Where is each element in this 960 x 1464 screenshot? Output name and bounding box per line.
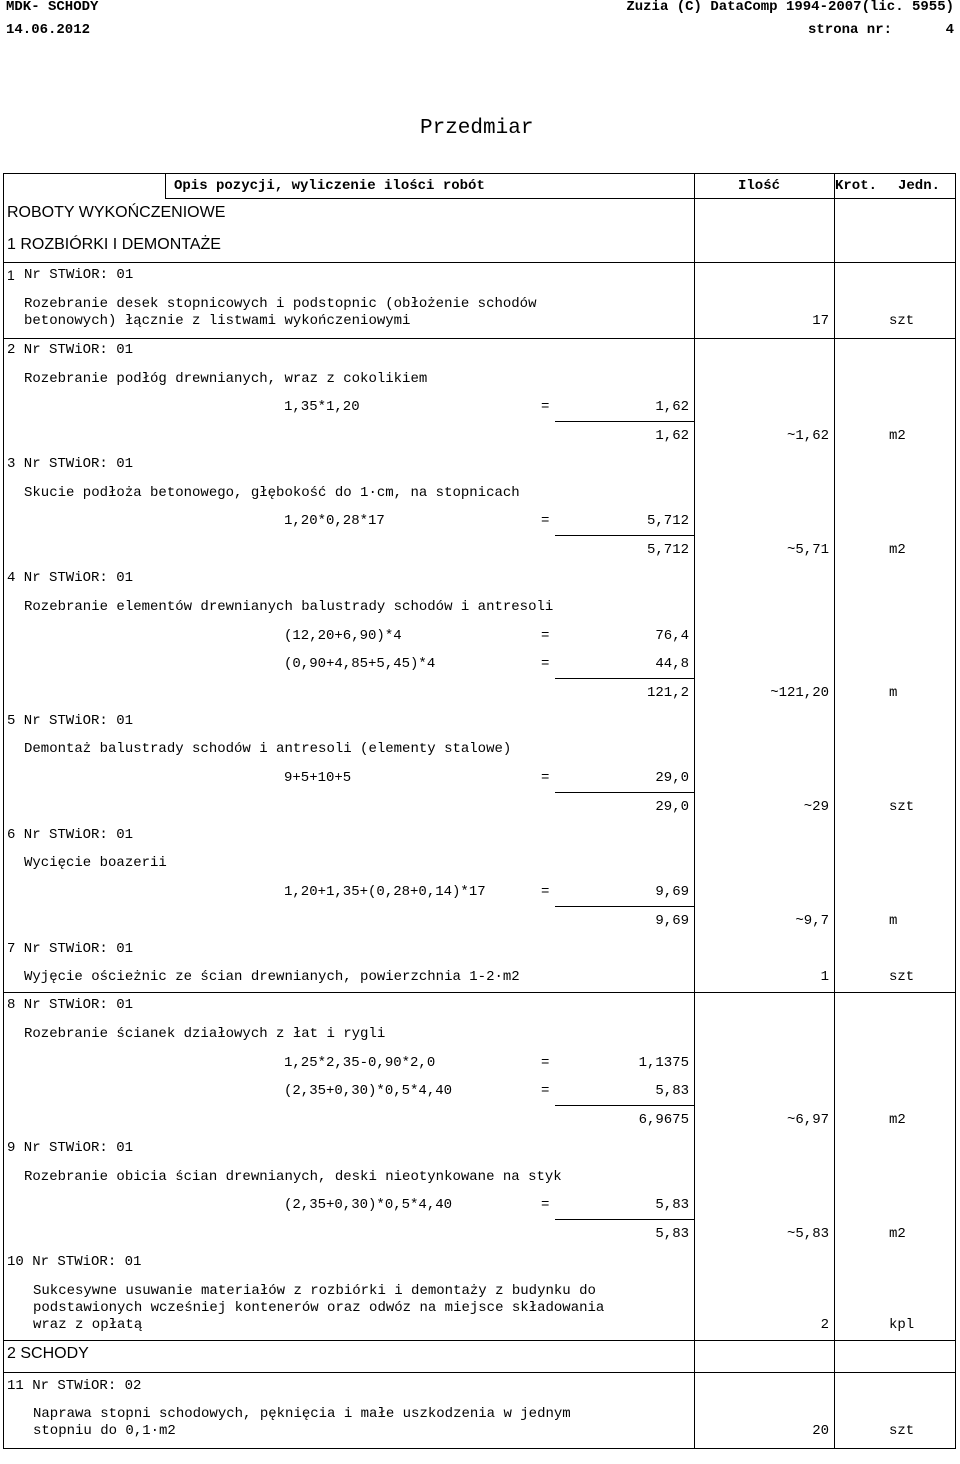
item-unit: m bbox=[889, 685, 898, 701]
sum-line bbox=[555, 535, 694, 536]
calc-value: 5,712 bbox=[646, 513, 689, 529]
calc-value: 5,83 bbox=[655, 1083, 689, 1099]
row-separator bbox=[3, 262, 956, 263]
page-number: 4 bbox=[945, 22, 954, 38]
col-times-header: Krot. bbox=[835, 178, 878, 194]
item-description: wraz z opłatą bbox=[33, 1317, 143, 1333]
item-unit: m2 bbox=[889, 542, 906, 558]
item-description: Demontaż balustrady schodów i antresoli (elementy stalowe) bbox=[24, 741, 512, 757]
calc-sum: 121,2 bbox=[646, 685, 689, 701]
item-spec-ref: 9 Nr STWiOR: 01 bbox=[7, 1140, 134, 1156]
table-top-border bbox=[3, 173, 956, 174]
calc-expression: 9+5+10+5 bbox=[284, 770, 352, 786]
item-description: Rozebranie elementów drewnianych balustrady schodów i antresoli bbox=[24, 599, 554, 615]
item-spec-ref: 2 Nr STWiOR: 01 bbox=[7, 342, 134, 358]
sum-line bbox=[555, 792, 694, 793]
page-title: Przedmiar bbox=[420, 117, 534, 140]
calc-value: 9,69 bbox=[655, 884, 689, 900]
col-quantity-header: Ilość bbox=[738, 178, 781, 194]
item-quantity: ~121,20 bbox=[770, 685, 829, 701]
calc-sum: 29,0 bbox=[655, 799, 689, 815]
calc-equals: = bbox=[541, 513, 550, 529]
item-spec-ref: 3 Nr STWiOR: 01 bbox=[7, 456, 134, 472]
item-quantity: ~29 bbox=[803, 799, 829, 815]
col-unit-header: Jedn. bbox=[898, 178, 941, 194]
calc-expression: 1,35*1,20 bbox=[284, 399, 360, 415]
item-spec-ref: 8 Nr STWiOR: 01 bbox=[7, 997, 134, 1013]
item-description: Rozebranie desek stopnicowych i podstopnic (obłożenie schodów bbox=[24, 296, 537, 312]
doc-name: MDK- SCHODY bbox=[6, 0, 99, 15]
item-spec-ref: Nr STWiOR: 01 bbox=[24, 267, 134, 283]
calc-equals: = bbox=[541, 1083, 550, 1099]
sum-line bbox=[555, 906, 694, 907]
item-quantity: 20 bbox=[812, 1423, 829, 1439]
item-description: podstawionych wcześniej kontenerów oraz odwóz na miejsce składowania bbox=[33, 1300, 605, 1316]
item-unit: m bbox=[889, 913, 898, 929]
calc-value: 1,1375 bbox=[638, 1055, 689, 1071]
calc-expression: 1,20+1,35+(0,28+0,14)*17 bbox=[284, 884, 486, 900]
calc-value: 29,0 bbox=[655, 770, 689, 786]
calc-value: 1,62 bbox=[655, 399, 689, 415]
item-unit: szt bbox=[889, 799, 915, 815]
table-right-border bbox=[955, 173, 956, 1449]
item-unit: m2 bbox=[889, 1226, 906, 1242]
sum-line bbox=[555, 421, 694, 422]
item-spec-ref: 4 Nr STWiOR: 01 bbox=[7, 570, 134, 586]
calc-value: 76,4 bbox=[655, 628, 689, 644]
item-number: 1 bbox=[7, 267, 15, 283]
section-heading-1: 1 ROZBIÓRKI I DEMONTAŻE bbox=[7, 236, 221, 253]
print-date: 14.06.2012 bbox=[6, 22, 91, 38]
item-unit: szt bbox=[889, 313, 915, 329]
calc-expression: (2,35+0,30)*0,5*4,40 bbox=[284, 1197, 453, 1213]
item-quantity: 17 bbox=[812, 313, 829, 329]
sum-line bbox=[555, 678, 694, 679]
item-description: Naprawa stopni schodowych, pęknięcia i małe uszkodzenia w jednym bbox=[33, 1406, 571, 1422]
row-separator bbox=[3, 1372, 956, 1373]
sum-line bbox=[555, 1105, 694, 1106]
software-license: Zuzia (C) DataComp 1994-2007(lic. 5955) bbox=[626, 0, 954, 15]
section-heading-2: 2 SCHODY bbox=[7, 1345, 89, 1362]
calc-equals: = bbox=[541, 628, 550, 644]
item-quantity: ~6,97 bbox=[786, 1112, 829, 1128]
item-description: Rozebranie obicia ścian drewnianych, deski nieotynkowane na styk bbox=[24, 1169, 562, 1185]
calc-sum: 6,9675 bbox=[638, 1112, 689, 1128]
item-spec-ref: 10 Nr STWiOR: 01 bbox=[7, 1254, 142, 1270]
calc-equals: = bbox=[541, 399, 550, 415]
item-unit: kpl bbox=[889, 1317, 915, 1333]
item-spec-ref: 5 Nr STWiOR: 01 bbox=[7, 713, 134, 729]
item-description: Skucie podłoża betonowego, głębokość do 1·cm, na stopnicach bbox=[24, 485, 520, 501]
item-description: Rozebranie podłóg drewnianych, wraz z cokolikiem bbox=[24, 371, 428, 387]
item-description: stopniu do 0,1·m2 bbox=[33, 1423, 176, 1439]
item-quantity: ~5,71 bbox=[786, 542, 829, 558]
item-quantity: ~1,62 bbox=[786, 428, 829, 444]
row-separator bbox=[3, 1340, 956, 1341]
col-description-header: Opis pozycji, wyliczenie ilości robót bbox=[174, 178, 485, 194]
item-description: Wyjęcie ościeżnic ze ścian drewnianych, powierzchnia 1-2·m2 bbox=[24, 969, 520, 985]
section-main-heading: ROBOTY WYKOŃCZENIOWE bbox=[7, 204, 226, 221]
item-quantity: 2 bbox=[820, 1317, 829, 1333]
header-bottom-border bbox=[165, 198, 955, 199]
calc-sum: 1,62 bbox=[655, 428, 689, 444]
calc-expression: (12,20+6,90)*4 bbox=[284, 628, 402, 644]
item-quantity: 1 bbox=[820, 969, 829, 985]
calc-sum: 5,712 bbox=[646, 542, 689, 558]
item-quantity: ~9,7 bbox=[795, 913, 829, 929]
page-label: strona nr: bbox=[808, 22, 893, 38]
row-separator bbox=[3, 338, 956, 339]
times-column-divider bbox=[834, 173, 835, 1449]
calc-equals: = bbox=[541, 1197, 550, 1213]
calc-expression: 1,25*2,35-0,90*2,0 bbox=[284, 1055, 436, 1071]
item-unit: szt bbox=[889, 969, 915, 985]
item-unit: m2 bbox=[889, 428, 906, 444]
item-description: Sukcesywne usuwanie materiałów z rozbiórki i demontaży z budynku do bbox=[33, 1283, 596, 1299]
calc-equals: = bbox=[541, 770, 550, 786]
table-left-border bbox=[3, 173, 4, 1449]
calc-value: 44,8 bbox=[655, 656, 689, 672]
calc-equals: = bbox=[541, 1055, 550, 1071]
calc-sum: 9,69 bbox=[655, 913, 689, 929]
item-spec-ref: 11 Nr STWiOR: 02 bbox=[7, 1378, 142, 1394]
calc-expression: (0,90+4,85+5,45)*4 bbox=[284, 656, 436, 672]
item-quantity: ~5,83 bbox=[786, 1226, 829, 1242]
item-description: Rozebranie ścianek działowych z łat i rygli bbox=[24, 1026, 386, 1042]
calc-equals: = bbox=[541, 656, 550, 672]
calc-value: 5,83 bbox=[655, 1197, 689, 1213]
calc-sum: 5,83 bbox=[655, 1226, 689, 1242]
calc-expression: (2,35+0,30)*0,5*4,40 bbox=[284, 1083, 453, 1099]
item-unit: m2 bbox=[889, 1112, 906, 1128]
header-divider-left bbox=[165, 173, 166, 198]
row-separator bbox=[3, 992, 956, 993]
calc-equals: = bbox=[541, 884, 550, 900]
table-bottom-border bbox=[3, 1448, 956, 1449]
item-unit: szt bbox=[889, 1423, 915, 1439]
sum-line bbox=[555, 1219, 694, 1220]
item-spec-ref: 6 Nr STWiOR: 01 bbox=[7, 827, 134, 843]
item-spec-ref: 7 Nr STWiOR: 01 bbox=[7, 941, 134, 957]
item-description: betonowych) łącznie z listwami wykończeniowymi bbox=[24, 313, 411, 329]
calc-expression: 1,20*0,28*17 bbox=[284, 513, 385, 529]
item-description: Wycięcie boazerii bbox=[24, 855, 167, 871]
qty-column-divider bbox=[694, 173, 695, 1449]
